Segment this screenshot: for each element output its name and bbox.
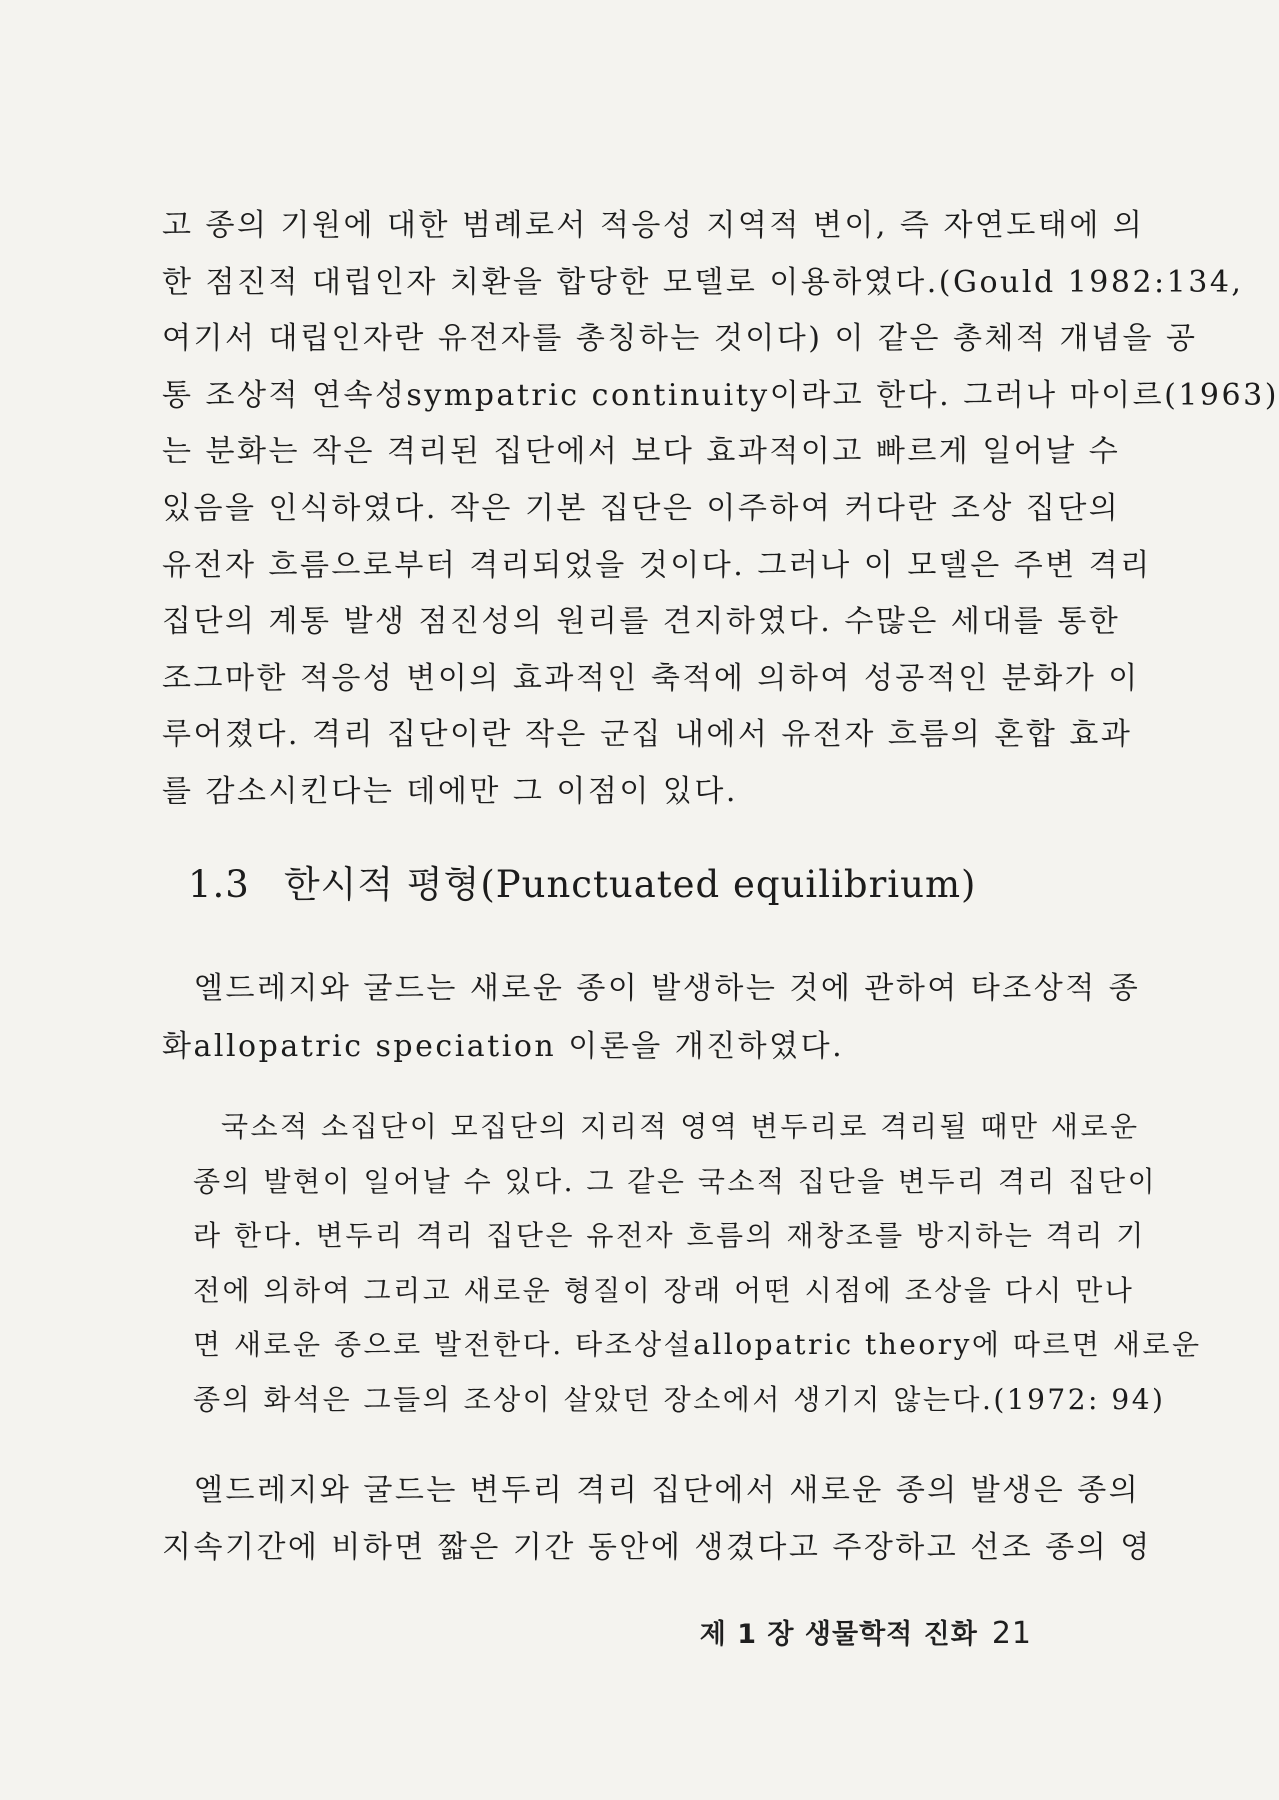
section-title: 한시적 평형(Punctuated equilibrium) xyxy=(283,863,977,906)
quote-line: 국소적 소집단이 모집단의 지리적 영역 변두리로 격리될 때만 새로운 xyxy=(221,1110,1140,1143)
quote-line: 라 한다. 변두리 격리 집단은 유전자 흐름의 재창조를 방지하는 격리 기 xyxy=(193,1219,1146,1253)
section-number: 1.3 xyxy=(188,863,250,906)
page-footer xyxy=(700,1612,1032,1651)
paragraph-2 xyxy=(162,960,1141,1076)
paragraph-1-line: 한 점진적 대립인자 치환을 합당한 모델로 이용하였다.(Gould 1982:134, xyxy=(162,264,1244,300)
block-quote xyxy=(193,1100,1202,1428)
paragraph-1-line: 조그마한 적응성 변이의 효과적인 축적에 의하여 성공적인 분화가 이 xyxy=(162,660,1140,696)
paragraph-2-line: 화allopatric speciation 이론을 개진하였다. xyxy=(162,1029,845,1064)
quote-line: 종의 발현이 일어날 수 있다. 그 같은 국소적 집단을 변두리 격리 집단이 xyxy=(193,1164,1158,1198)
quote-line: 면 새로운 종으로 발전한다. 타조상설allopatric theory에 따르면 새로운 xyxy=(193,1328,1202,1362)
paragraph-1-line: 고 종의 기원에 대한 범례로서 적응성 지역적 변이, 즉 자연도태에 의 xyxy=(162,208,1145,243)
section-heading xyxy=(188,860,976,910)
paragraph-3-line: 엘드레지와 굴드는 변두리 격리 집단에서 새로운 종의 발생은 종의 xyxy=(194,1473,1141,1508)
paragraph-1-line: 는 분화는 작은 격리된 집단에서 보다 효과적이고 빠르게 일어날 수 xyxy=(162,434,1121,470)
paragraph-1 xyxy=(162,198,1279,821)
paragraph-1-line: 통 조상적 연속성sympatric continuity이라고 한다. 그러나 마이르(1963) xyxy=(162,377,1279,413)
paragraph-1-line: 여기서 대립인자란 유전자를 총칭하는 것이다) 이 같은 총체적 개념을 공 xyxy=(162,321,1198,357)
paragraph-1-line: 집단의 계통 발생 점진성의 원리를 견지하였다. 수많은 세대를 통한 xyxy=(162,604,1121,640)
paragraph-2-line: 엘드레지와 굴드는 새로운 종이 발생하는 것에 관하여 타조상적 종 xyxy=(194,971,1141,1006)
quote-line: 전에 의하여 그리고 새로운 형질이 장래 어떤 시점에 조상을 다시 만나 xyxy=(193,1273,1135,1307)
chapter-title: 제 1 장 생물학적 진화 xyxy=(699,1619,978,1650)
page-number: 21 xyxy=(991,1616,1032,1651)
paragraph-3 xyxy=(162,1462,1152,1576)
paragraph-1-line: 루어졌다. 격리 집단이란 작은 군집 내에서 유전자 흐름의 혼합 효과 xyxy=(162,717,1133,753)
paragraph-1-line: 있음을 인식하였다. 작은 기본 집단은 이주하여 커다란 조상 집단의 xyxy=(162,490,1121,526)
paragraph-3-line: 지속기간에 비하면 짧은 기간 동안에 생겼다고 주장하고 선조 종의 영 xyxy=(162,1530,1152,1565)
paragraph-1-line: 유전자 흐름으로부터 격리되었을 것이다. 그러나 이 모델은 주변 격리 xyxy=(162,547,1152,583)
quote-line: 종의 화석은 그들의 조상이 살았던 장소에서 생기지 않는다.(1972: 94) xyxy=(193,1382,1166,1416)
paragraph-1-line: 를 감소시킨다는 데에만 그 이점이 있다. xyxy=(162,773,738,809)
